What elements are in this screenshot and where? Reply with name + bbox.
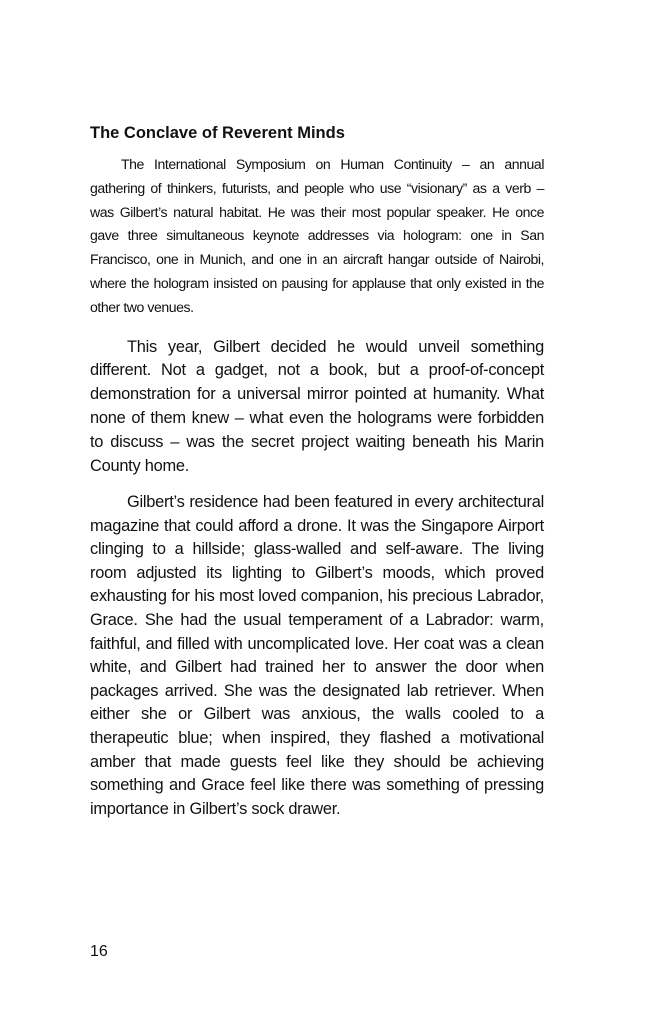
page-number: 16: [90, 943, 108, 960]
paragraph-residence: Gilbert’s residence had been featured in every architectural magazine that could afford a drone. It was the Singapore Airport clinging to a hillside; glass-walled and self-aware. The living room adjusted its lighting to Gilbert’s moods, which proved exhausting for his most loved companion, his precious Labrador, Grace. She had the usual temperament of a Labrador: warm, faithful, and filled with uncomplicated love. Her coat was a clean white, and Gilbert had trained her to answer the door when packages arrived. She was the designated lab retriever. When either she or Gilbert was anxious, the walls cooled to a therapeutic blue; when inspired, they flashed a motivational amber that made guests feel like they should be achieving something and Grace feel like there was something of pressing importance in Gilbert’s sock drawer.: [90, 493, 544, 818]
paragraph-unveil: This year, Gilbert decided he would unveil something different. Not a gadget, not a book, but a proof-of-concept demonstration for a universal mirror pointed at humanity. What none of them knew – what even the holograms were forbidden to discuss – was the secret project waiting beneath his Marin County home.: [90, 337, 544, 476]
paragraph-symposium: The International Symposium on Human Continuity – an annual gathering of thinkers, futurists, and people who use “visionary” as a verb – was Gilbert’s natural habitat. He was their most popular speaker. He once gave three simultaneous keynote addresses via hologram: one in San Francisco, one in Munich, and one in an aircraft hangar outside of Nairobi, where the hologram insisted on pausing for applause that only existed in the other two venues.: [90, 156, 544, 315]
chapter-title: The Conclave of Reverent Minds: [90, 124, 345, 142]
page-body: [90, 122, 544, 831]
